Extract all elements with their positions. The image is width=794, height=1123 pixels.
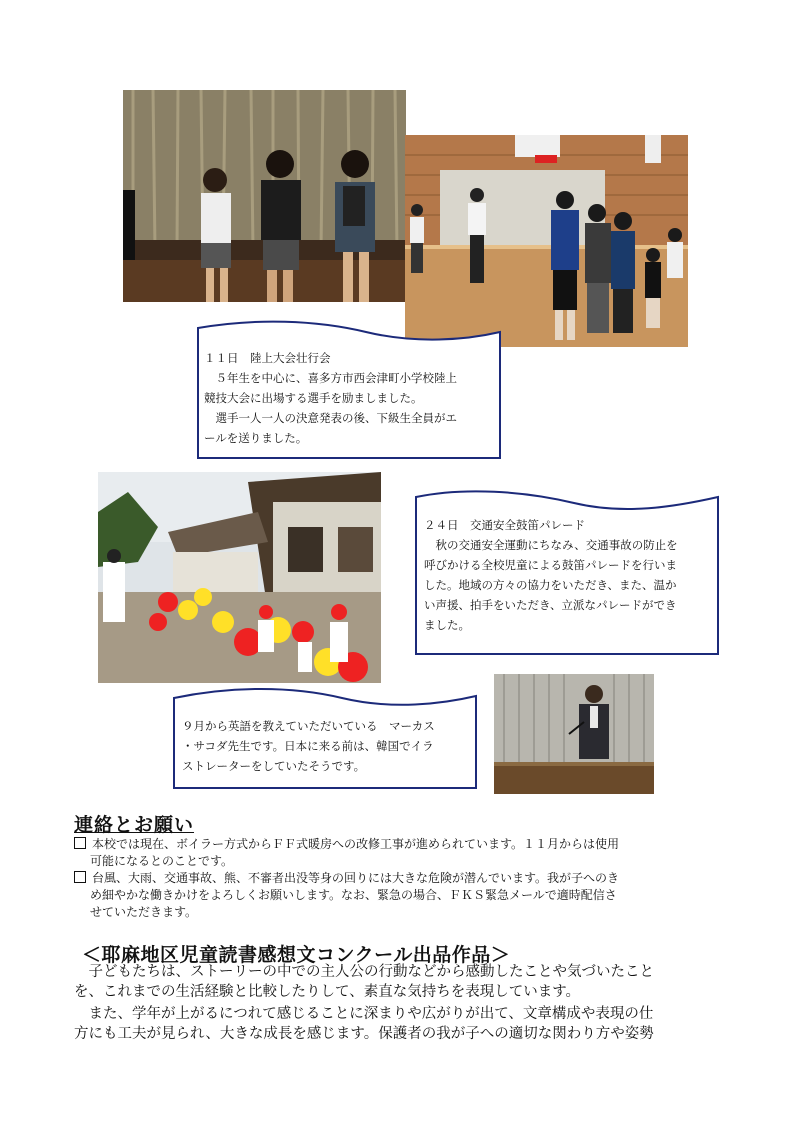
callout-line: ９月から英語を教えていただいている マーカス — [182, 719, 435, 733]
callout-teacher — [172, 686, 478, 790]
callout-line: した。地域の方々の協力をいただき、また、温か — [424, 578, 677, 592]
callout-line: 秋の交通安全運動にちなみ、交通事故の防止を — [424, 538, 678, 552]
notice-text: 本校では現在、ボイラー方式からＦＦ式暖房への改修工事が進められています。１１月からは使用 — [92, 837, 620, 851]
photo-students-gym — [405, 135, 688, 347]
callout-line: ２４日 交通安全鼓笛パレード — [424, 518, 585, 532]
contest-line: 子どもたちは、ストーリーの中での主人公の行動などから感動したことや気づいたこと — [74, 964, 654, 980]
callout-parade-text — [424, 515, 678, 635]
notice-item — [74, 836, 619, 870]
callout-line: ストレーターをしていたそうです。 — [182, 759, 366, 773]
callout-teacher-text — [182, 716, 435, 776]
callout-rally-text — [204, 348, 457, 448]
photo-students-speech — [123, 90, 406, 302]
checkbox-icon — [74, 871, 86, 883]
notices-title: 連絡とお願い — [74, 814, 195, 836]
contest-line: 方にも工夫が見られ、大きな成長を感じます。保護者の我が子への適切な関わり方や姿勢 — [74, 1026, 654, 1042]
callout-line: ５年生を中心に、喜多方市西会津町小学校陸上 — [204, 371, 457, 385]
checkbox-icon — [74, 837, 86, 849]
notice-text: 可能になるとのことです。 — [90, 854, 234, 868]
photo-drum-parade — [98, 472, 381, 683]
notice-text: 台風、大雨、交通事故、熊、不審者出没等身の回りには大きな危険が潜んでいます。我が子へのき — [92, 871, 620, 885]
notice-text: め細やかな働きかけをよろしくお願いします。なお、緊急の場合、ＦＫＳ緊急メールで適時配信さ — [90, 888, 617, 902]
callout-line: い声援、拍手をいただき、立派なパレードができ — [424, 598, 677, 612]
notice-item — [74, 870, 619, 921]
contest-line: また、学年が上がるにつれて感じることに深まりや広がりが出て、文章構成や表現の仕 — [74, 1006, 654, 1022]
callout-line: ・サコダ先生です。日本に来る前は、韓国でイラ — [182, 739, 434, 753]
callout-line: 競技大会に出場する選手を励ましました。 — [204, 391, 423, 405]
callout-line: ールを送りました。 — [204, 431, 308, 445]
callout-line: 呼びかける全校児童による鼓笛パレードを行いま — [424, 558, 677, 572]
callout-line: １１日 陸上大会壮行会 — [204, 351, 331, 365]
callout-parade — [414, 489, 720, 656]
photo-english-teacher — [494, 674, 654, 794]
contest-title: ＜耶麻地区児童読書感想文コンクール出品作品＞ — [82, 944, 511, 966]
notice-text: せていただきます。 — [90, 905, 198, 919]
contest-line: を、これまでの生活経験と比較したりして、素直な気持ちを表現しています。 — [74, 984, 581, 1000]
callout-line: ました。 — [424, 618, 470, 632]
callout-rally — [196, 318, 502, 460]
callout-line: 選手一人一人の決意発表の後、下級生全員がエ — [204, 411, 457, 425]
